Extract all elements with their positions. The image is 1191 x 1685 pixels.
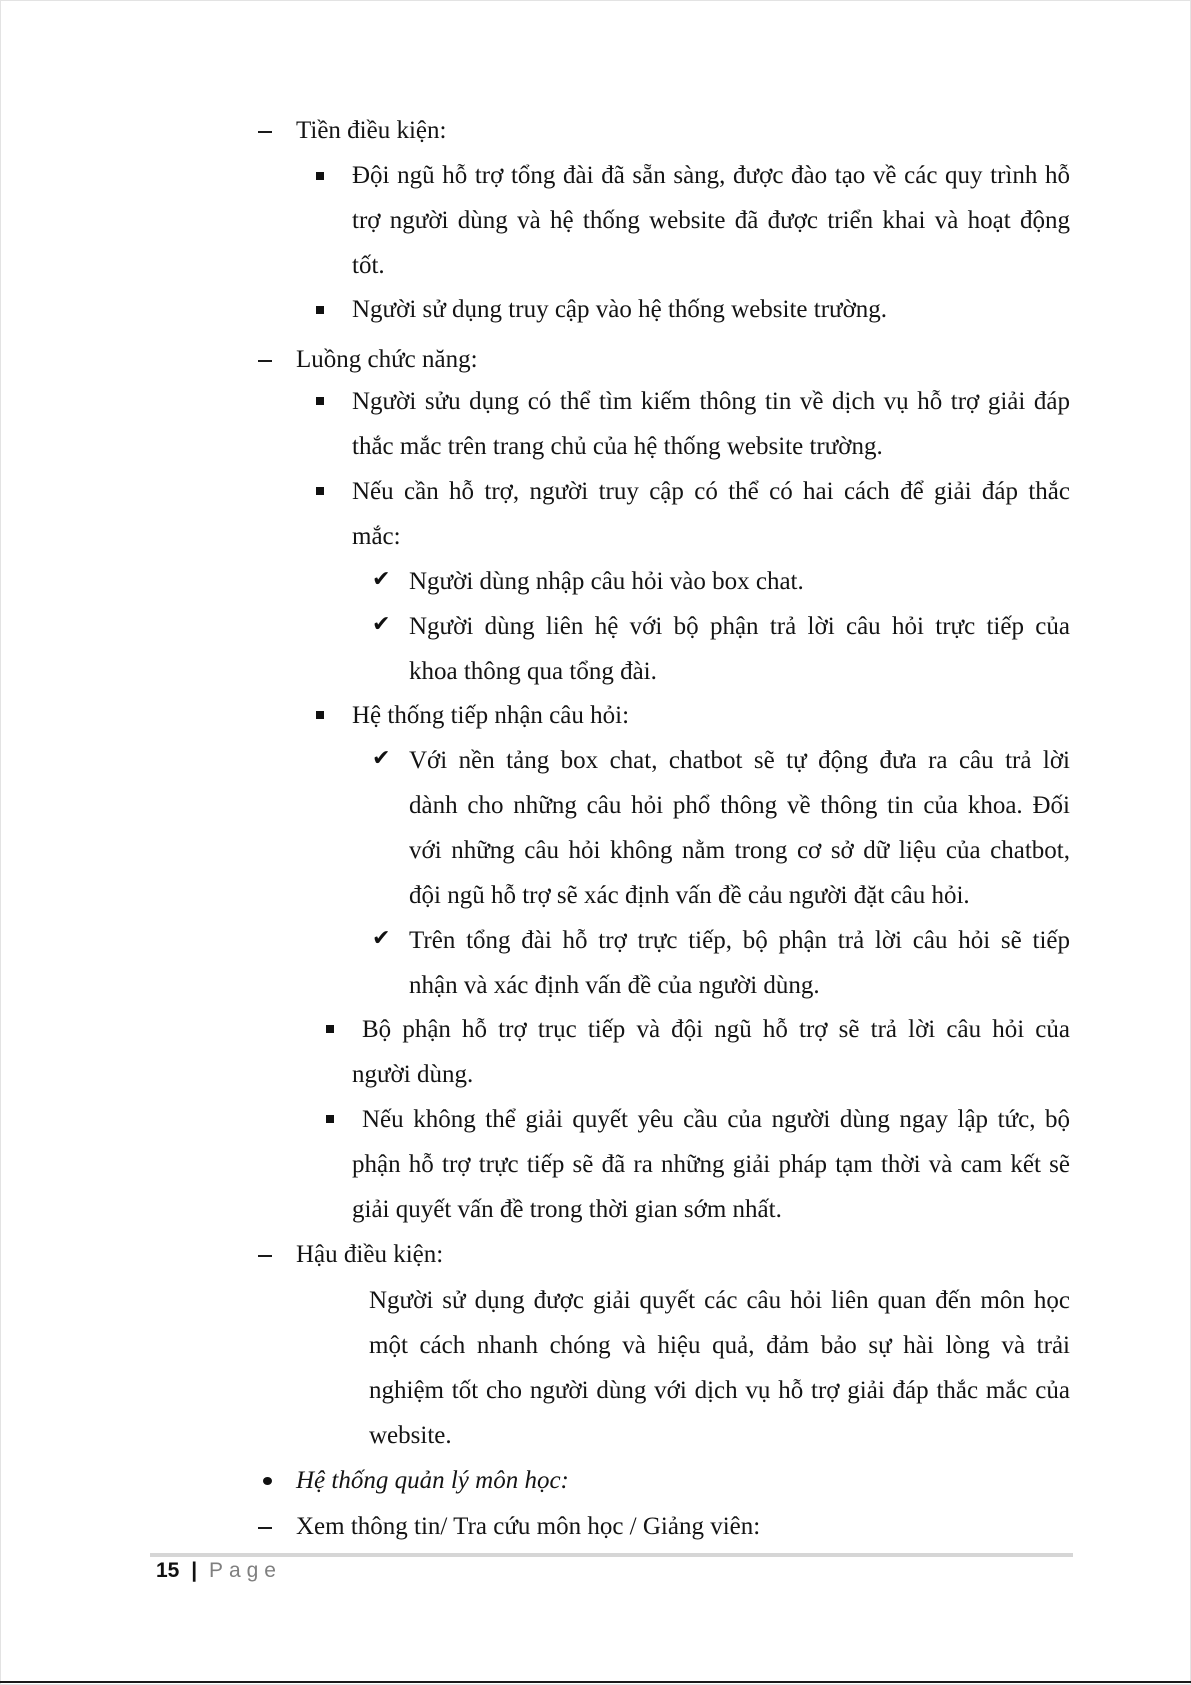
flow-item2-line2: mắc: (352, 523, 401, 550)
post-line2: một cách nhanh chóng và hiệu quả, đảm bảo sự hài lòng và trải (369, 1332, 1070, 1359)
flow-item3-sub1-line1: Với nền tảng box chat, chatbot sẽ tự động đưa ra câu trả lời (409, 747, 1070, 774)
pre-item1-line2: trợ người dùng và hệ thống website đã được triển khai và hoạt động (352, 207, 1070, 234)
footer-separator: | (191, 1559, 198, 1582)
square-bullet (316, 711, 324, 719)
post-line1: Người sử dụng được giải quyết các câu hỏi liên quan đến môn học (369, 1287, 1070, 1314)
bottom-edge-line (0, 1681, 1191, 1683)
square-bullet (316, 306, 324, 314)
square-bullet (316, 172, 324, 180)
flow-item2-sub2-line1: Người dùng liên hệ với bộ phận trả lời câu hỏi trực tiếp của (409, 613, 1070, 640)
post-line3: nghiệm tốt cho người dùng với dịch vụ hỗ trợ giải đáp thắc mắc của (369, 1377, 1070, 1404)
section-heading: Hệ thống quản lý môn học: (296, 1467, 569, 1494)
flow-item2-sub2-line2: khoa thông qua tổng đài. (409, 658, 657, 685)
flow-item5-line1: Nếu không thể giải quyết yêu cầu của người dùng ngay lập tức, bộ (362, 1106, 1070, 1133)
post-line4: website. (369, 1422, 452, 1449)
flow-item5-line2: phận hỗ trợ trực tiếp sẽ đã ra những giải pháp tạm thời và cam kết sẽ (352, 1151, 1070, 1178)
square-bullet (326, 1025, 334, 1033)
pre-item2: Người sử dụng truy cập vào hệ thống website trường. (352, 296, 888, 323)
flow-item5-line3: giải quyết vấn đề trong thời gian sớm nhất. (352, 1196, 782, 1223)
preconditions-heading: Tiền điều kiện: (296, 117, 447, 144)
flow-item1-line1: Người sửu dụng có thể tìm kiếm thông tin về dịch vụ hỗ trợ giải đáp (352, 388, 1070, 415)
dot-bullet (263, 1477, 272, 1485)
flow-item2-sub1: Người dùng nhập câu hỏi vào box chat. (409, 568, 804, 595)
square-bullet (326, 1115, 334, 1123)
checkmark-icon: ✔ (372, 612, 391, 637)
pre-item1-line1: Đội ngũ hỗ trợ tổng đài đã sẵn sàng, được đào tạo về các quy trình hỗ (352, 162, 1070, 189)
flow-item1-line2: thắc mắc trên trang chủ của hệ thống website trường. (352, 433, 883, 460)
lookup-heading: Xem thông tin/ Tra cứu môn học / Giảng viên: (296, 1513, 761, 1540)
checkmark-icon: ✔ (372, 567, 391, 592)
page-footer (156, 1558, 282, 1584)
flow-item3-sub1-line4: đội ngũ hỗ trợ sẽ xác định vấn đề cảu người đặt câu hỏi. (409, 882, 970, 909)
flow-item3: Hệ thống tiếp nhận câu hỏi: (352, 702, 630, 729)
square-bullet (316, 487, 324, 495)
checkmark-icon: ✔ (372, 926, 391, 951)
dash-bullet (258, 1255, 272, 1257)
page-number: 15 (156, 1559, 180, 1582)
page-label: Page (208, 1559, 282, 1582)
flow-item4-line2: người dùng. (352, 1061, 474, 1088)
footer-rule (150, 1553, 1073, 1557)
flow-heading: Luồng chức năng: (296, 346, 478, 373)
flow-item3-sub1-line3: với những câu hỏi không nằm trong cơ sở dữ liệu của chatbot, (409, 837, 1070, 864)
flow-item3-sub1-line2: dành cho những câu hỏi phổ thông về thông tin của khoa. Đối (409, 792, 1070, 819)
checkmark-icon: ✔ (372, 746, 391, 771)
postconditions-heading: Hậu điều kiện: (296, 1241, 444, 1268)
flow-item3-sub2-line1: Trên tổng đài hỗ trợ trực tiếp, bộ phận trả lời câu hỏi sẽ tiếp (409, 927, 1070, 954)
flow-item4-line1: Bộ phận hỗ trợ trục tiếp và đội ngũ hỗ trợ sẽ trả lời câu hỏi của (362, 1016, 1070, 1043)
dash-bullet (258, 1527, 272, 1529)
flow-item2-line1: Nếu cần hỗ trợ, người truy cập có thể có hai cách để giải đáp thắc (352, 478, 1070, 505)
dash-bullet (258, 360, 272, 362)
dash-bullet (258, 131, 272, 133)
pre-item1-line3: tốt. (352, 252, 385, 279)
square-bullet (316, 397, 324, 405)
flow-item3-sub2-line2: nhận và xác định vấn đề của người dùng. (409, 972, 820, 999)
